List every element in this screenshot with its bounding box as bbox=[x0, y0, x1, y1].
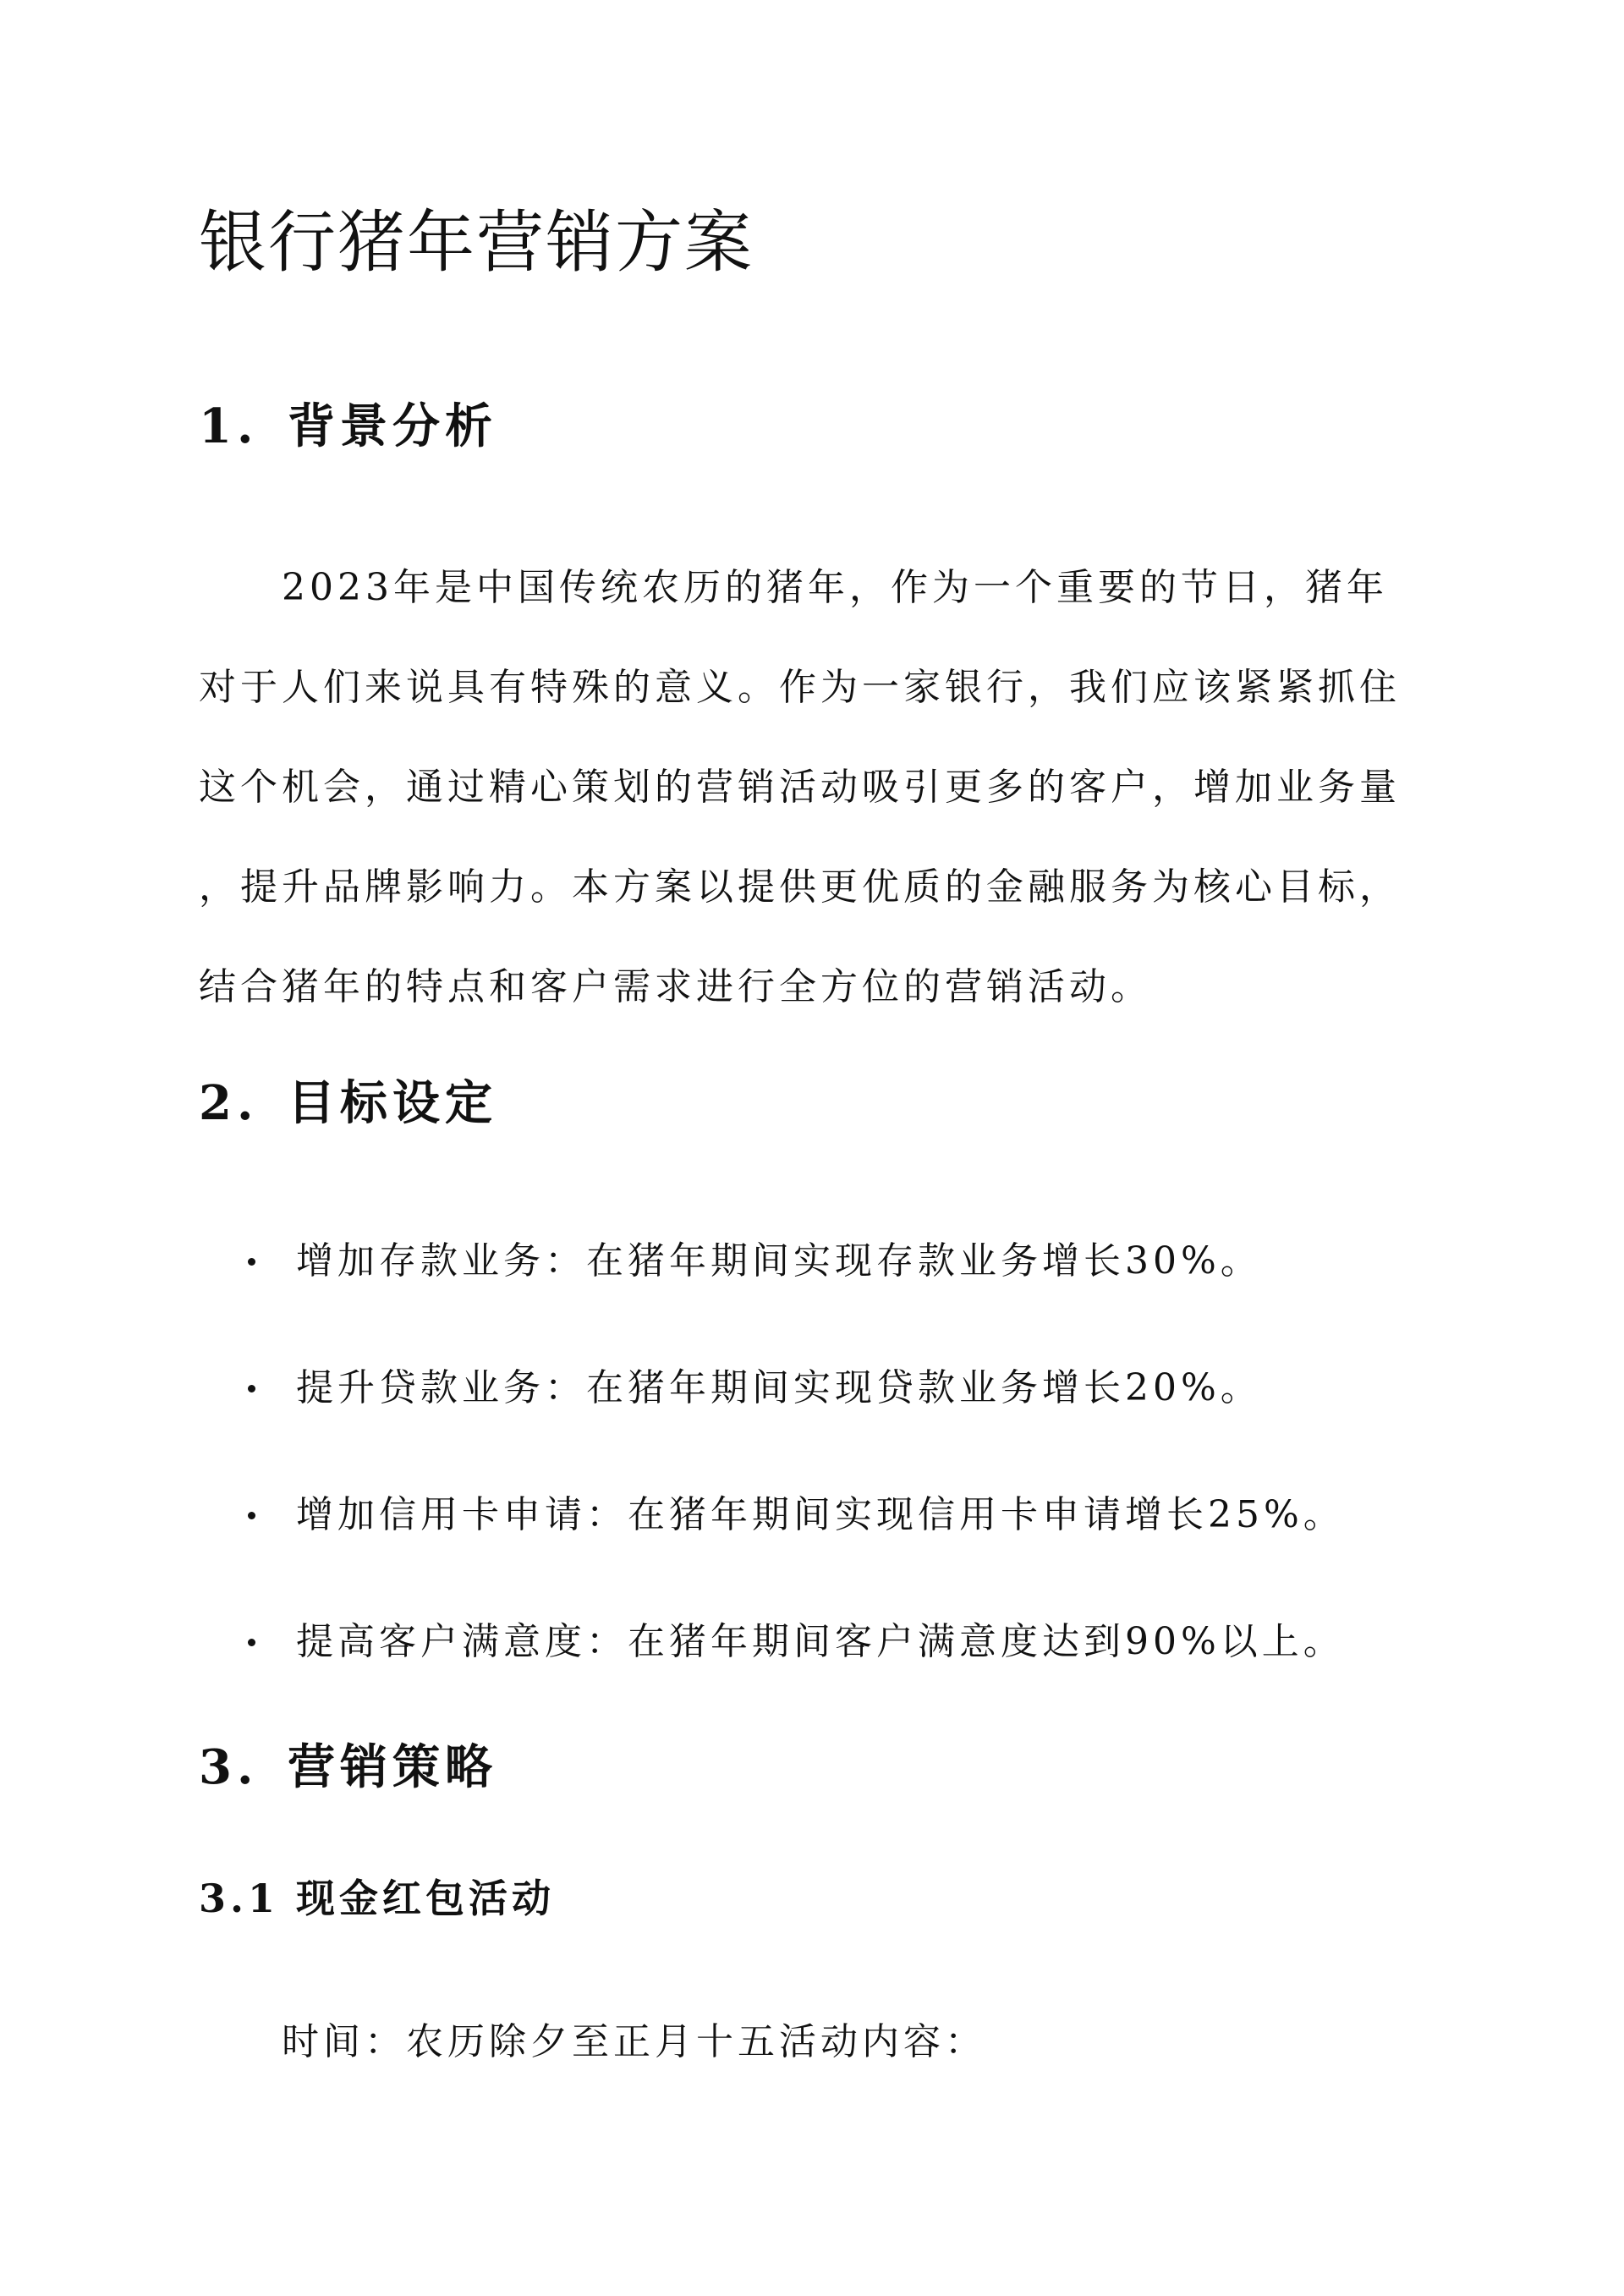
list-item-text: 提升贷款业务：在猪年期间实现贷款业务增长20%。 bbox=[296, 1366, 1262, 1409]
bullet-icon bbox=[248, 1258, 255, 1266]
section-title: 背景分析 bbox=[288, 398, 497, 454]
list-item-text: 增加信用卡申请：在猪年期间实现信用卡申请增长25%。 bbox=[296, 1493, 1345, 1536]
bullet-icon bbox=[248, 1512, 255, 1519]
paragraph-line: 结合猪年的特点和客户需求进行全方位的营销活动。 bbox=[199, 965, 1152, 1008]
subsection-title: 现金红包活动 bbox=[296, 1876, 555, 1921]
subsection-number: 3.1 bbox=[199, 1876, 280, 1921]
activity-time-paragraph: 时间：农历除夕至正月十五活动内容： bbox=[282, 2020, 986, 2063]
section-heading-strategy bbox=[199, 1733, 497, 1801]
section-title: 营销策略 bbox=[288, 1739, 497, 1795]
paragraph-line: 2023年是中国传统农历的猪年，作为一个重要的节日，猪年 bbox=[282, 566, 1388, 609]
bullet-icon bbox=[248, 1639, 255, 1646]
subsection-heading-cash-red-envelope bbox=[199, 1869, 555, 1928]
paragraph-line: 对于人们来说具有特殊的意义。作为一家银行，我们应该紧紧抓住 bbox=[199, 666, 1401, 709]
section-title: 目标设定 bbox=[288, 1075, 497, 1131]
document-title: 银行猪年营销方案 bbox=[199, 203, 754, 282]
section-number: 2. bbox=[199, 1075, 259, 1131]
section-number: 3. bbox=[199, 1739, 259, 1795]
section-heading-goals bbox=[199, 1069, 497, 1137]
list-item-text: 增加存款业务：在猪年期间实现存款业务增长30%。 bbox=[296, 1239, 1262, 1283]
paragraph-line: ，提升品牌影响力。本方案以提供更优质的金融服务为核心目标， bbox=[199, 865, 1401, 909]
paragraph-line: 这个机会，通过精心策划的营销活动吸引更多的客户，增加业务量 bbox=[199, 766, 1401, 809]
list-item-text: 提高客户满意度：在猪年期间客户满意度达到90%以上。 bbox=[296, 1620, 1345, 1663]
section-number: 1. bbox=[199, 398, 259, 454]
background-paragraph bbox=[199, 538, 1434, 1037]
section-heading-background bbox=[199, 393, 497, 460]
bullet-icon bbox=[248, 1385, 255, 1392]
